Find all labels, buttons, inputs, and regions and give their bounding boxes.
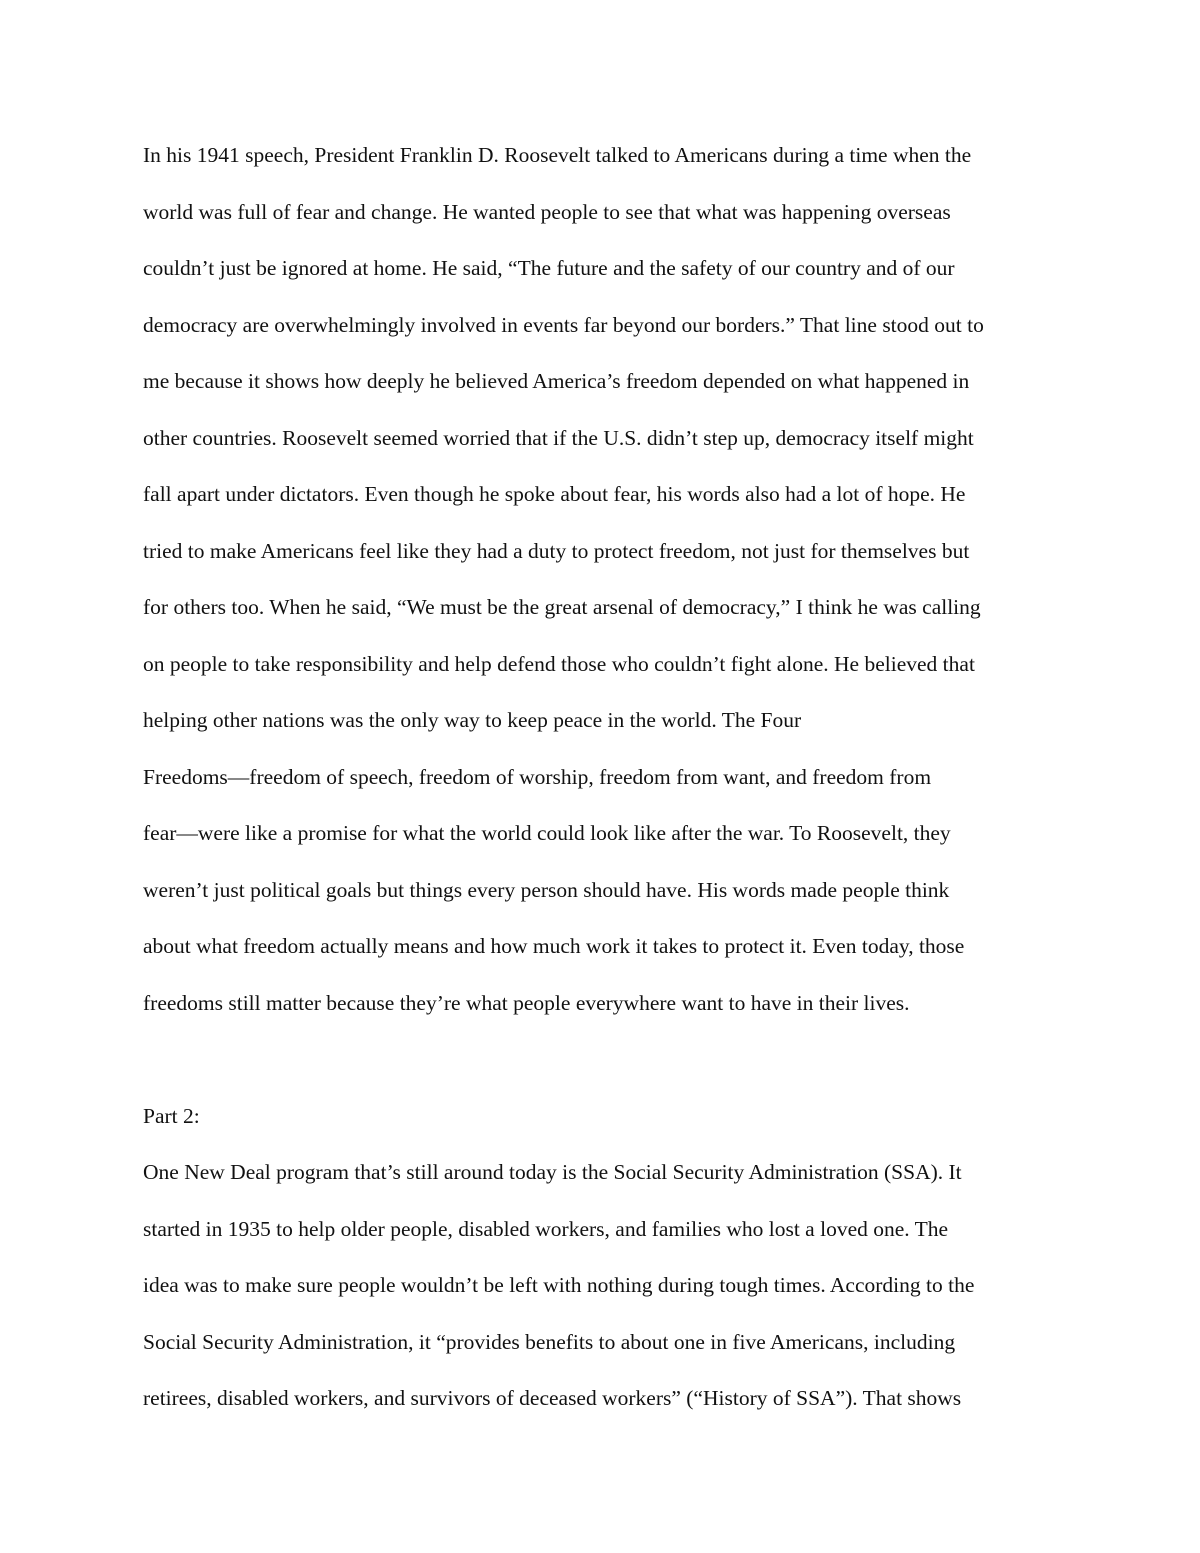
text-line: fall apart under dictators. Even though he spoke about fear, his words also had a lot of hope. He <box>143 482 966 506</box>
text-line: democracy are overwhelmingly involved in events far beyond our borders.” That line stood out to <box>143 313 984 337</box>
text-line: Social Security Administration, it “provides benefits to about one in five Americans, including <box>143 1330 956 1354</box>
text-line: tried to make Americans feel like they had a duty to protect freedom, not just for themselves but <box>143 539 970 563</box>
text-line: idea was to make sure people wouldn’t be left with nothing during tough times. According to the <box>143 1273 975 1297</box>
text-line: on people to take responsibility and help defend those who couldn’t fight alone. He believed that <box>143 652 975 676</box>
text-line: weren’t just political goals but things every person should have. His words made people think <box>143 878 950 902</box>
text-line: couldn’t just be ignored at home. He said, “The future and the safety of our country and of our <box>143 256 955 280</box>
text-line: world was full of fear and change. He wanted people to see that what was happening overseas <box>143 200 951 224</box>
text-line: helping other nations was the only way to keep peace in the world. The Four <box>143 708 802 732</box>
text-line: for others too. When he said, “We must be the great arsenal of democracy,” I think he was calling <box>143 595 981 619</box>
text-line: freedoms still matter because they’re what people everywhere want to have in their lives. <box>143 991 910 1015</box>
part2-heading: Part 2: <box>143 1104 200 1128</box>
text-line: other countries. Roosevelt seemed worried that if the U.S. didn’t step up, democracy itself might <box>143 426 974 450</box>
text-line: about what freedom actually means and how much work it takes to protect it. Even today, those <box>143 934 965 958</box>
text-line: retirees, disabled workers, and survivors of deceased workers” (“History of SSA”). That shows <box>143 1386 962 1410</box>
text-line: Freedoms—freedom of speech, freedom of worship, freedom from want, and freedom from <box>143 765 932 789</box>
text-line: me because it shows how deeply he believed America’s freedom depended on what happened in <box>143 369 970 393</box>
text-line: started in 1935 to help older people, disabled workers, and families who lost a loved one. The <box>143 1217 949 1241</box>
text-line: fear—were like a promise for what the world could look like after the war. To Roosevelt, they <box>143 821 951 845</box>
text-line: In his 1941 speech, President Franklin D. Roosevelt talked to Americans during a time when the <box>143 143 972 167</box>
text-line: One New Deal program that’s still around today is the Social Security Administration (SSA). It <box>143 1160 962 1184</box>
